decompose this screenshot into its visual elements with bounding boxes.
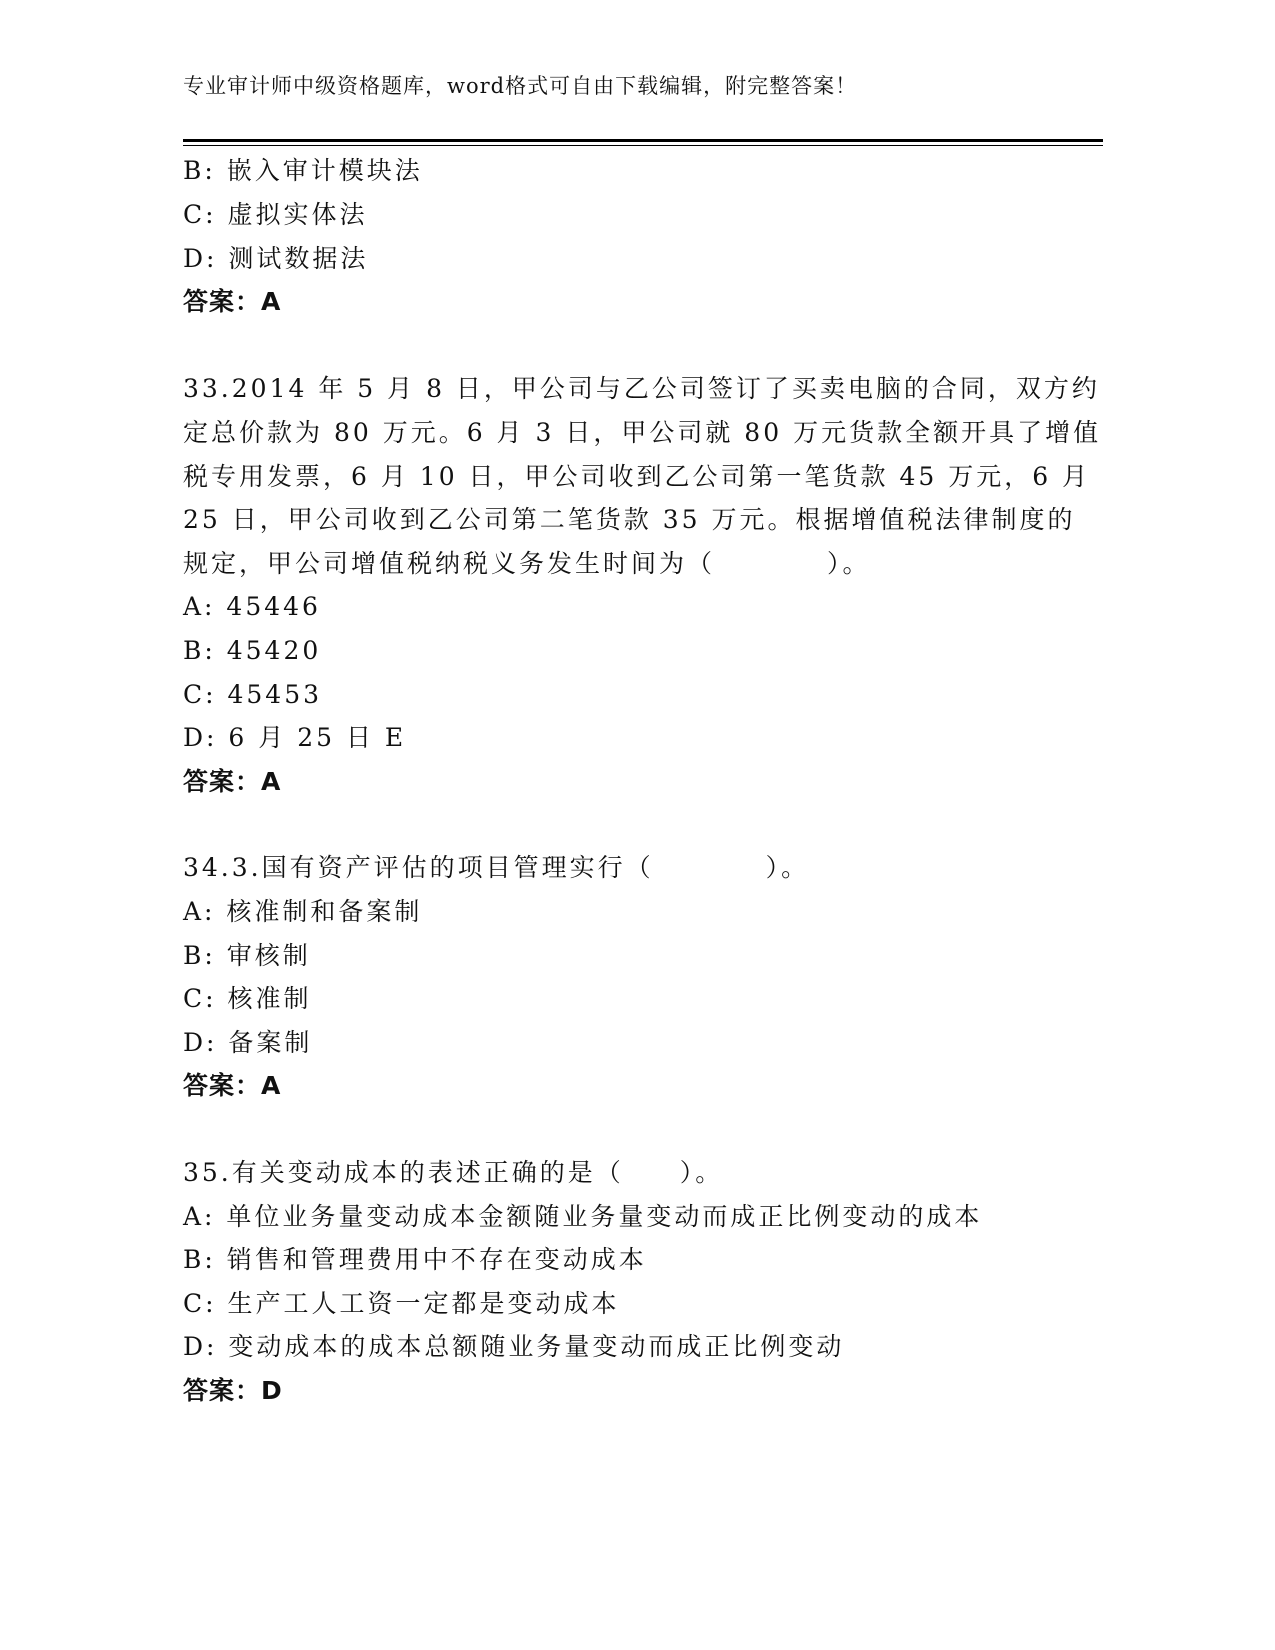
q34-option-b: B: 审核制	[183, 941, 311, 970]
q34-option-a: A: 核准制和备案制	[183, 897, 423, 926]
q32-option-b: B: 嵌入审计模块法	[183, 156, 423, 185]
q33-stem-line-5: 规定，甲公司增值税纳税义务发生时间为（ ）。	[183, 549, 871, 578]
q35-option-b: B: 销售和管理费用中不存在变动成本	[183, 1245, 647, 1274]
q34-option-c: C: 核准制	[183, 984, 312, 1013]
q33-stem-line-1: 33.2014 年 5 月 8 日，甲公司与乙公司签订了买卖电脑的合同，双方约	[183, 374, 1100, 403]
q34-option-d: D: 备案制	[183, 1028, 313, 1057]
q35-option-c: C: 生产工人工资一定都是变动成本	[183, 1289, 620, 1318]
q33-option-a: A: 45446	[183, 592, 321, 621]
header-rule-thin	[183, 145, 1103, 146]
q33-option-d: D: 6 月 25 日 E	[183, 723, 407, 752]
q35-option-a: A: 单位业务量变动成本金额随业务量变动而成正比例变动的成本	[183, 1202, 983, 1231]
q33-stem-line-4: 25 日，甲公司收到乙公司第二笔货款 35 万元。根据增值税法律制度的	[183, 505, 1076, 534]
q32-option-c: C: 虚拟实体法	[183, 200, 368, 229]
q33-answer: 答案：A	[183, 767, 282, 796]
q35-stem: 35.有关变动成本的表述正确的是（ ）。	[183, 1158, 724, 1187]
q34-answer: 答案：A	[183, 1071, 282, 1100]
header-rule-thick	[183, 139, 1103, 142]
q35-answer: 答案：D	[183, 1376, 283, 1405]
q33-option-c: C: 45453	[183, 680, 323, 709]
q34-stem: 34.3.国有资产评估的项目管理实行（ ）。	[183, 853, 810, 882]
q33-stem-line-3: 税专用发票，6 月 10 日，甲公司收到乙公司第一笔货款 45 万元，6 月	[183, 462, 1091, 491]
q32-option-d: D: 测试数据法	[183, 244, 369, 273]
q33-option-b: B: 45420	[183, 636, 322, 665]
q35-option-d: D: 变动成本的成本总额随业务量变动而成正比例变动	[183, 1332, 845, 1361]
q32-answer: 答案：A	[183, 287, 282, 316]
page-header: 专业审计师中级资格题库，word格式可自由下载编辑，附完整答案！	[183, 74, 858, 98]
q33-stem-line-2: 定总价款为 80 万元。6 月 3 日，甲公司就 80 万元货款全额开具了增值	[183, 418, 1102, 447]
